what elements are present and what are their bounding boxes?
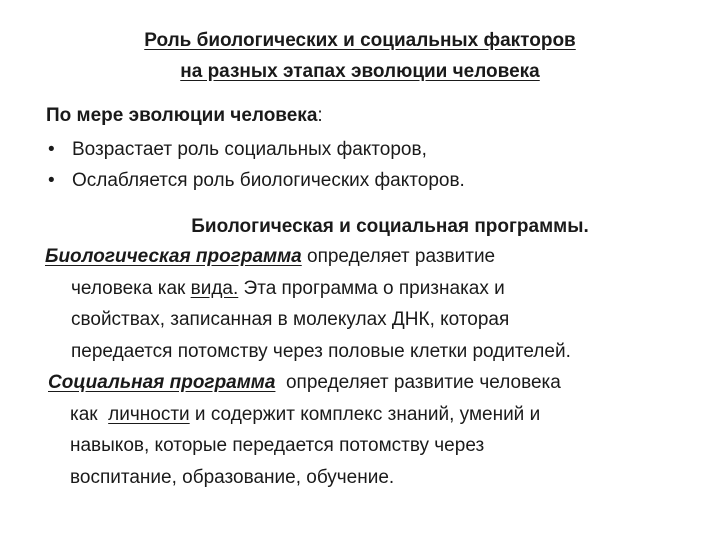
social-program-paragraph [48, 367, 561, 493]
bio-underlined-word: вида. [190, 277, 239, 299]
social-term: Социальная программа [48, 372, 276, 393]
social-line-4: воспитание, образование, обучение. [70, 466, 395, 488]
bio-line-3: свойствах, записанная в молекулах ДНК, которая [71, 309, 510, 330]
biological-program-paragraph [45, 241, 571, 367]
bio-line-1-rest: определяет развитие [301, 246, 496, 267]
intro-label: По мере эволюции человека [46, 105, 318, 126]
bullet-text: Ослабляется роль биологических факторов. [72, 170, 465, 191]
bio-line-2 [45, 273, 571, 305]
social-line-2-post: и содержит комплекс знаний, умений и [189, 403, 541, 425]
intro-colon: : [317, 105, 323, 126]
bullet-icon: • [48, 170, 55, 191]
social-line-3: навыков, которые передается потомству через [70, 435, 485, 456]
section-subtitle: Биологическая и социальная программы. [191, 216, 589, 237]
social-line-2 [48, 399, 561, 431]
social-line-1-rest: определяет развитие человека [275, 372, 561, 393]
bullet-text: Возрастает роль социальных факторов, [72, 139, 427, 160]
title-line-1: Роль биологических и социальных факторов [144, 30, 576, 51]
bullet-item [46, 165, 465, 196]
bio-line-4: передается потомству через половые клетки родителей. [71, 340, 571, 362]
bio-line-1 [45, 241, 571, 273]
bullet-list [46, 134, 465, 196]
bullet-item [46, 134, 465, 165]
social-line-1 [48, 367, 561, 399]
bio-term: Биологическая программа [45, 246, 302, 267]
bullet-icon: • [48, 139, 55, 160]
title-line-2: на разных этапах эволюции человека [180, 61, 540, 82]
bio-line-2-post: Эта программа о признаках и [238, 277, 505, 299]
bio-line-2-pre: человека как [71, 277, 191, 299]
social-line-2-pre: как [70, 403, 109, 425]
social-underlined-word: личности [108, 403, 190, 425]
intro-heading [46, 101, 323, 131]
